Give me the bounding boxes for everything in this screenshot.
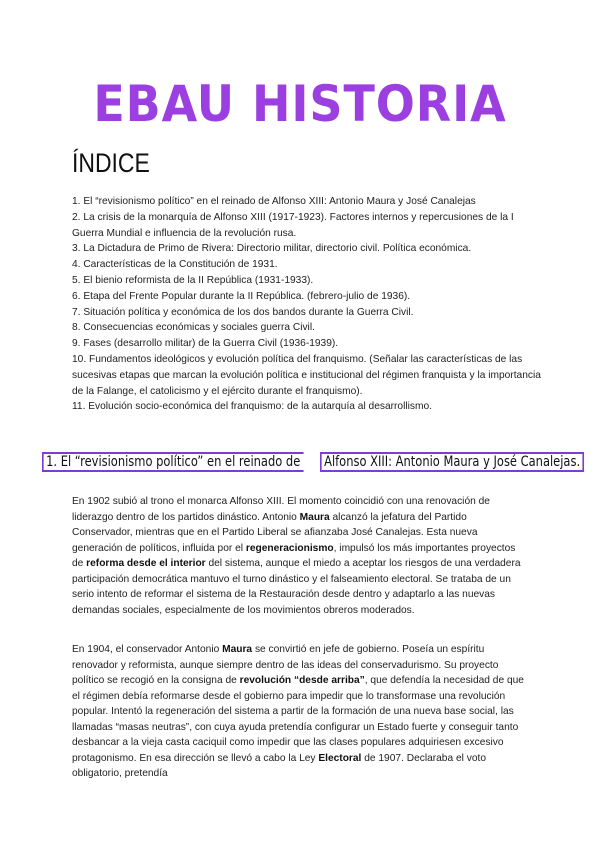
toc-item: 8. Consecuencias económicas y sociales guerra Civil. (72, 322, 315, 334)
bold-run: reforma desde el interior (86, 558, 206, 569)
toc-item: 6. Etapa del Frente Popular durante la II República. (febrero-julio de 1936). (72, 290, 411, 302)
index-heading: ÍNDICE (72, 148, 150, 178)
text-run: , impulsó los más importantes proyectos de (72, 542, 516, 569)
bold-run: regeneracionismo (245, 542, 334, 554)
toc-item: 2. La crisis de la monarquía de Alfonso XIII (1917-1923). Factores internos y repercusiones de la I Guerra Mundial e influencia de la revolución rusa. (72, 211, 514, 239)
document-title: EBAU HISTORIA (93, 75, 507, 133)
bold-run: Electoral (318, 752, 362, 764)
toc-item: 4. Características de la Constitución de 1931. (72, 259, 278, 271)
text-run: alcanzó la jefatura del Partido Conservador, mientras que en el Partido Liberal se afianzaba José Canalejas. Esta nueva generación de políticos, influida por el (72, 511, 478, 554)
section-heading-part2: Alfonso XIII: Antonio Maura y José Canalejas. (320, 452, 584, 472)
toc-item: 7. Situación política y económica de los dos bandos durante la Guerra Civil. (72, 306, 414, 318)
text-run: se convirtió en jefe de gobierno. Poseía un espíritu renovador y reformista, aunque siempre dentro de las ideas del conservadurismo. Su proyecto político se recogió en la consigna de (72, 644, 499, 686)
bold-run: Maura (299, 511, 330, 523)
text-run: de 1907. Declaraba el voto obligatorio, pretendía (72, 752, 486, 779)
paragraph-2 (72, 642, 528, 782)
toc-item: 3. La Dictadura de Primo de Rivera: Directorio militar, directorio civil. Política económica. (72, 243, 472, 255)
text-run: del sistema, aunque el miedo a aceptar los riesgos de una verdadera participación democrática mantuvo el turno dinástico y el falseamiento electoral. Se trataba de un serio intento de reformar el sistema de la Restauración desde dentro y adaptarlo a las nuevas demandas sociales, especialmente de los movimientos obreros moderados. (72, 558, 521, 616)
bold-run: Maura (222, 644, 253, 655)
paragraph-1 (72, 494, 528, 618)
section-heading-part1: 1. El “revisionismo político” en el reinado de (42, 452, 304, 472)
toc-item: 10. Fundamentos ideológicos y evolución política del franquismo. (Señalar las características de las sucesivas etapas que marcan la evolución política e institucional del régimen franquista y la importancia de la Falange, el catolicismo y el ejército durante el franquismo). (72, 353, 541, 397)
toc-item: 5. El bienio reformista de la II República (1931-1933). (72, 274, 314, 286)
bold-run: revolución “desde arriba” (239, 675, 365, 686)
toc-item: 1. El “revisionismo político” en el reinado de Alfonso XIII: Antonio Maura y José Canalejas (72, 196, 476, 207)
text-run: En 1902 subió al trono el monarca Alfonso XIII. El momento coincidió con una renovación de liderazgo dentro de los partidos dinástico. Antonio (72, 496, 490, 523)
text-run: En 1904, el conservador Antonio (72, 644, 223, 655)
toc-item: 9. Fases (desarrollo militar) de la Guerra Civil (1936-1939). (72, 338, 339, 350)
table-of-contents (72, 194, 542, 415)
text-run: , que defendía la necesidad de que el régimen debía reformarse desde el gobierno para impedir que lo transformase una revolución popular. Intentó la regeneración del sistema a partir de la formación de una nueva base social, las llamadas “masas neutras”, con cuya ayuda pretendía configurar un Estado fuerte y conseguir tanto desbancar a la vieja casta caciquil como impedir que las clases populares adquiriesen excesivo protagonismo. En esa dirección se llevó a cabo la Ley (72, 675, 524, 764)
section-heading (42, 452, 581, 472)
toc-item: 11. Evolución socio-económica del franquismo: de la autarquía al desarrollismo. (72, 401, 432, 413)
